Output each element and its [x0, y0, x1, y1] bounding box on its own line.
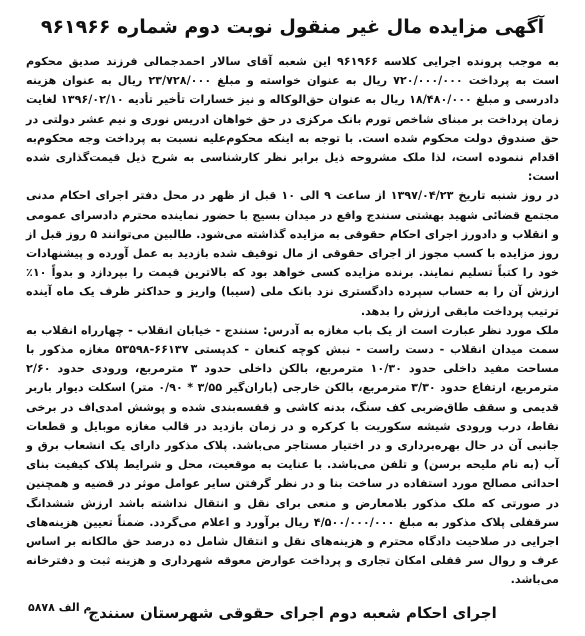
reference-code: م الف ۵۸۷۸: [28, 601, 92, 614]
notice-paragraph: ملک مورد نظر عبارت است از یک باب مغازه به آدرس: سنندج - خیابان انقلاب - چهارراه انقلاب به سمت میدان انقلاب - دست راست - نبش کوچه کنعان - کدپستی ۶۶۱۳۷-۵۳۵۹۸ مغازه مذکور با مساحت مفید داخلی حدود ۱۰/۳۰ مترمربع، بالکن داخلی حدود ۳ مترمربع، ورودی حدود ۲/۶۰ مترمربع، ارتفاع حدود ۳/۳۰ مترمربع، بالکن خارجی (باران‌گیر ۳/۵۵ * ۰/۹۰ متر) اسکلت دیوار باربر قدیمی و سقف طاق‌ضربی کف سنگ، بدنه کاشی و قفسه‌بندی شده و پوشش امدی‌اف در برخی نقاط، درب ورودی شیشه سکوریت با کرکره و در زمان بازدید در قالب مغازه موبایل و قطعات جانبی آن در حال بهره‌برداری و در اختیار مستاجر می‌باشد. پلاک مذکور دارای یک انشعاب برق و آب (به نام ملیحه برسن) و تلفن می‌باشد. با عنایت به موقعیت، محل و شرایط پلاک کیفیت بنای احداثی مصالح مورد استفاده در ساخت بنا و در نظر گرفتن سایر عوامل موثر در قضیه و همچنین در صورتی که ملک مذکور بلامعارض و منعی برای نقل و انتقال نداشته باشد ارزش ششدانگ سرقفلی پلاک مذکور به مبلغ ۴/۵۰۰/۰۰۰/۰۰۰ ریال برآورد و اعلام می‌گردد. ضمناً تعیین هزینه‌های اجرایی در صلاحیت دادگاه محترم و هزینه‌های نقل و انتقال شامل ده درصد حق مالکانه بر اساس عرف و روال سر قفلی امکان تجاری و پرداخت عوارض معوقه شهرداری و هزینه ثبت و دفترخانه می‌باشد.: [26, 323, 559, 587]
notice-title: آگهی مزایده مال غیر منقول نوبت دوم شماره ۹۶۱۹۶۶: [40, 16, 545, 38]
issuer-signature: اجرای احکام شعبه دوم اجرای حقوقی شهرستان سنندج: [88, 603, 497, 622]
notice-body: [26, 52, 559, 590]
notice-paragraph: در روز شنبه تاریخ ۱۳۹۷/۰۴/۲۳ از ساعت ۹ الی ۱۰ قبل از ظهر در محل دفتر اجرای احکام مدنی مجتمع قضائی شهید بهشتی سنندج واقع در میدان بسیج با حضور نماینده محترم دادسرای عمومی و انقلاب و دادورز اجرای احکام حقوقی به مزایده گذاشته می‌شود. طالبین می‌توانند ۵ روز قبل از روز مزایده با کسب مجوز از اجرای حقوقی از مال توقیف شده بازدید به عمل آورده و پیشنهادات خود را کتباً تسلیم نمایند. برنده مزایده کسی خواهد بود که بالاترین قیمت را بپردازد و بدواً ۱۰٪ ارزش آن را به حساب سپرده دادگستری نزد بانک ملی (سیبا) واریز و حداکثر ظرف یک ماه آینده ترتیب پرداخت مابقی ارزش را بدهد.: [26, 189, 560, 318]
notice-paragraph: به موجب پرونده اجرایی کلاسه ۹۶۱۹۶۶ این شعبه آقای سالار احمدجمالی فرزند صدیق محکوم است به پرداخت ۷۲۰/۰۰۰/۰۰۰ ریال به عنوان خواسته و مبلغ ۲۳/۷۲۸/۰۰۰ ریال به عنوان هزینه دادرسی و مبلغ ۱۸/۴۸۰/۰۰۰ ریال به عنوان حق‌الوکاله و نیز خسارات تأخیر تأدیه ۱۳۹۶/۰۲/۱۰ لغایت زمان پرداخت بر مبنای شاخص تورم بانک مرکزی در حق خواهان ادریس نوری و نیم عشر دولتی در حق صندوق دولت محکوم شده است. با توجه به اینکه محکوم‌علیه نسبت به پرداخت وجه محکوم‌به اقدام ننموده است، لذا ملک مشروحه ذیل برابر نظر کارشناسی به شرح ذیل قیمت‌گذاری شده است:: [26, 55, 560, 184]
